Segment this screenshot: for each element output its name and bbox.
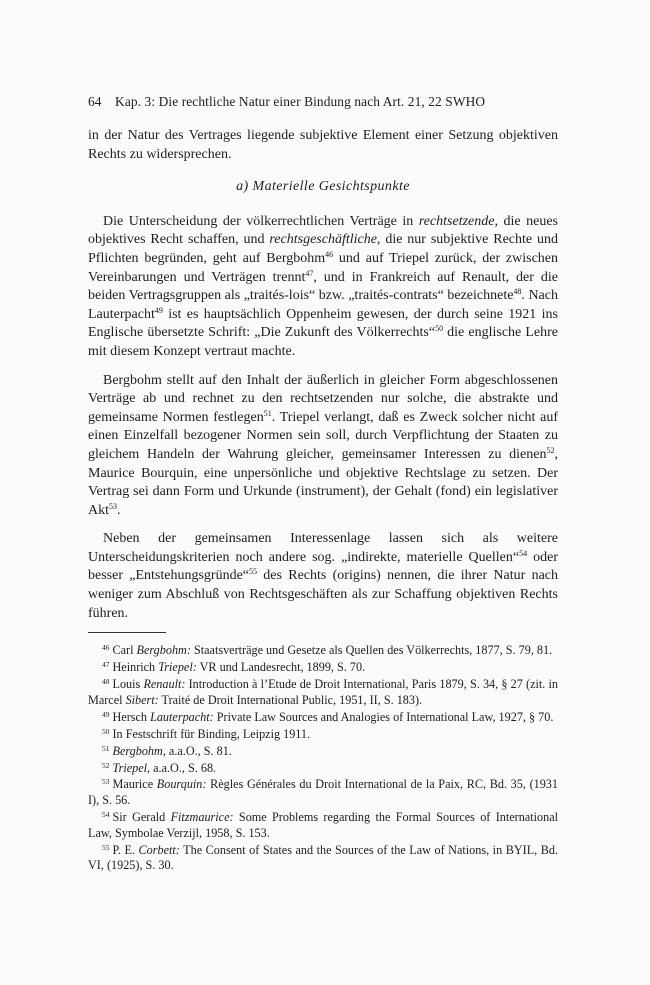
footnote-number: 53 [102,777,110,787]
footnote-46 [88,643,558,659]
footnote-55 [88,843,558,874]
paragraph-2 [88,372,558,521]
paragraph-continuation [88,127,558,164]
paragraph-text: Neben der gemeinsamen Interessenlage lassen sich als weitere Unterscheidungskriterien noch andere sog. „indirekte, materielle Quellen“ [88,531,558,565]
footnote-49 [88,710,558,726]
footnote-author: Bergbohm: [136,643,191,657]
footnote-47 [88,660,558,676]
footnote-text: Introduction à l’Etude de Droit International, Paris 1879, S. 34, § 27 (zit. in Marcel [88,676,558,707]
footnote-text: Carl [112,643,137,657]
paragraph-text: die nur subjektive Rechte und Pflichten begründen, geht auf Bergbohm [88,232,558,266]
footnote-number: 47 [102,659,110,669]
footnote-text: Louis [112,676,144,691]
paragraph-text: . [117,502,121,518]
footnote-text: P. E. [112,842,139,857]
footnote-number: 50 [102,726,110,736]
paragraph-text: in der Natur des Vertrages liegende subjektive Element einer Setzung objektiven Rechts zu widersprechen. [88,128,558,162]
footnote-author: Bergbohm, [112,743,166,758]
paragraph-text: oder besser „Entstehungsgründe“ [88,549,558,584]
footnote-author: Sibert: [125,692,159,707]
footnote-ref[interactable]: 52 [546,445,555,455]
paragraph-text: und auf Triepel zurück, der zwischen Vereinbarungen und Verträgen trennt [88,250,559,285]
footnote-author: Bourquin: [156,777,207,792]
emphasis-text: rechtsgeschäftliche, [269,232,381,248]
footnote-ref[interactable]: 55 [249,567,258,577]
footnote-number: 51 [102,743,110,753]
paragraph-1 [88,213,558,362]
section-heading: a) Materielle Gesichtspunkte [236,179,410,195]
footnote-ref[interactable]: 49 [154,305,163,315]
page-number: 64 [88,94,102,109]
footnote-text: Maurice [112,777,157,792]
paragraph-3 [88,530,558,623]
footnote-author: Lauterpacht: [150,709,214,724]
footnote-number: 55 [102,842,110,852]
footnote-text: Règles Générales du Droit International de la Paix, RC, Bd. 35, (1931 I), S. 56. [88,777,558,808]
paragraph-text: die neues objektives Recht schaffen, und [88,213,559,248]
footnote-52 [88,761,558,777]
footnote-text: a.a.O., S. 68. [150,760,217,775]
footnote-text: In Festschrift für Binding, Leipzig 1911. [112,726,311,741]
footnote-number: 52 [102,760,110,770]
footnote-text: Heinrich [112,659,159,674]
paragraph-text: . Triepel verlangt, daß es Zweck solcher nicht auf einen Einzelfall bezogener Normen sein soll, durch Verpflichtung der Staaten zu gleichem Handeln der Wahrung gleicher, gemeinsamer Interessen zu dienen [88,409,558,462]
footnote-author: Renault: [143,676,186,691]
paragraph-text: , Maurice Bourquin, eine unpersönliche und objektive Rechtslage zu setzen. Der Vertrag sei dann Form und Urkunde (instrument), der Gehalt (fond) ein legislativer Akt [88,446,558,518]
paragraph-text: des Rechts (origins) nennen, die ihrer Natur nach weniger zum Abschluß von Rechtsgeschäften als zur Schaffung objektiven Rechts führen. [88,568,558,621]
main-text [88,127,558,623]
footnote-text: Traité de Droit International Public, 1951, II, S. 183). [158,692,423,707]
footnote-ref[interactable]: 46 [325,249,334,259]
footnote-ref[interactable]: 54 [519,548,528,558]
footnote-text: The Consent of States and the Sources of the Law of Nations, in BYIL, Bd. VI, (1925), S. 30. [88,842,558,873]
footnote-text: Staatsverträge und Gesetze als Quellen des Völkerrechts, 1877, S. 79, 81. [190,643,553,657]
footnote-author: Triepel, [112,760,151,775]
running-header [88,94,558,110]
paragraph-text: Die Unterscheidung der völkerrechtlichen Verträge in [103,213,419,229]
footnote-53 [88,777,558,808]
footnote-ref[interactable]: 48 [513,287,522,297]
footnote-author: Fitzmaurice: [170,810,234,825]
footnote-ref[interactable]: 50 [435,324,444,334]
footnote-number: 46 [102,643,110,652]
paragraph-text: ist es hauptsächlich Oppenheim gewesen, der durch seine 1921 ins Englische übersetzte Schrift: „Die Zukunft des Völkerrechts“ [88,306,558,341]
footnote-text: Private Law Sources and Analogies of International Law, 1927, § 70. [213,709,554,724]
running-title: Kap. 3: Die rechtliche Natur einer Bindung nach Art. 21, 22 SWHO [115,94,486,109]
paragraph-text: Bergbohm stellt auf den Inhalt der äußerlich in gleicher Form abgeschlossenen Verträge ab und rechnet zu den rechtsetzenden nur solche, die abstrakte und gemeinsame Normen festlegen [88,372,558,425]
footnote-author: Triepel: [158,659,197,674]
footnote-48 [88,677,558,708]
footnote-number: 54 [102,810,110,820]
footnote-ref[interactable]: 47 [305,268,314,278]
footnote-ref[interactable]: 51 [263,408,272,418]
footnote-number: 48 [102,676,110,686]
emphasis-text: rechtsetzende, [418,213,498,229]
footnote-text: a.a.O., S. 81. [165,743,232,758]
paragraph-text: die englische Lehre mit diesem Konzept vertraut machte. [88,325,558,359]
footnote-54 [88,810,558,841]
footnote-text: Some Problems regarding the Formal Sources of International Law, Symbolae Verzijl, 1958, S. 153. [88,810,558,840]
footnote-separator [88,632,166,633]
footnote-number: 49 [102,709,110,719]
paragraph-text: , und in Frankreich auf Renault, der die beiden Vertragsgruppen als „traités-lois“ bzw. „traités-contrats“ bezeichnete [88,269,558,304]
footnote-ref[interactable]: 53 [109,501,117,511]
footnote-51 [88,744,558,760]
footnote-text: VR und Landesrecht, 1899, S. 70. [196,659,366,674]
footnote-50 [88,727,558,743]
footnote-author: Corbett: [138,842,180,857]
paragraph-text: . Nach Lauterpacht [88,288,558,322]
footnotes [88,643,558,875]
footnote-text: Sir Gerald [112,810,171,825]
footnote-text: Hersch [112,709,151,724]
